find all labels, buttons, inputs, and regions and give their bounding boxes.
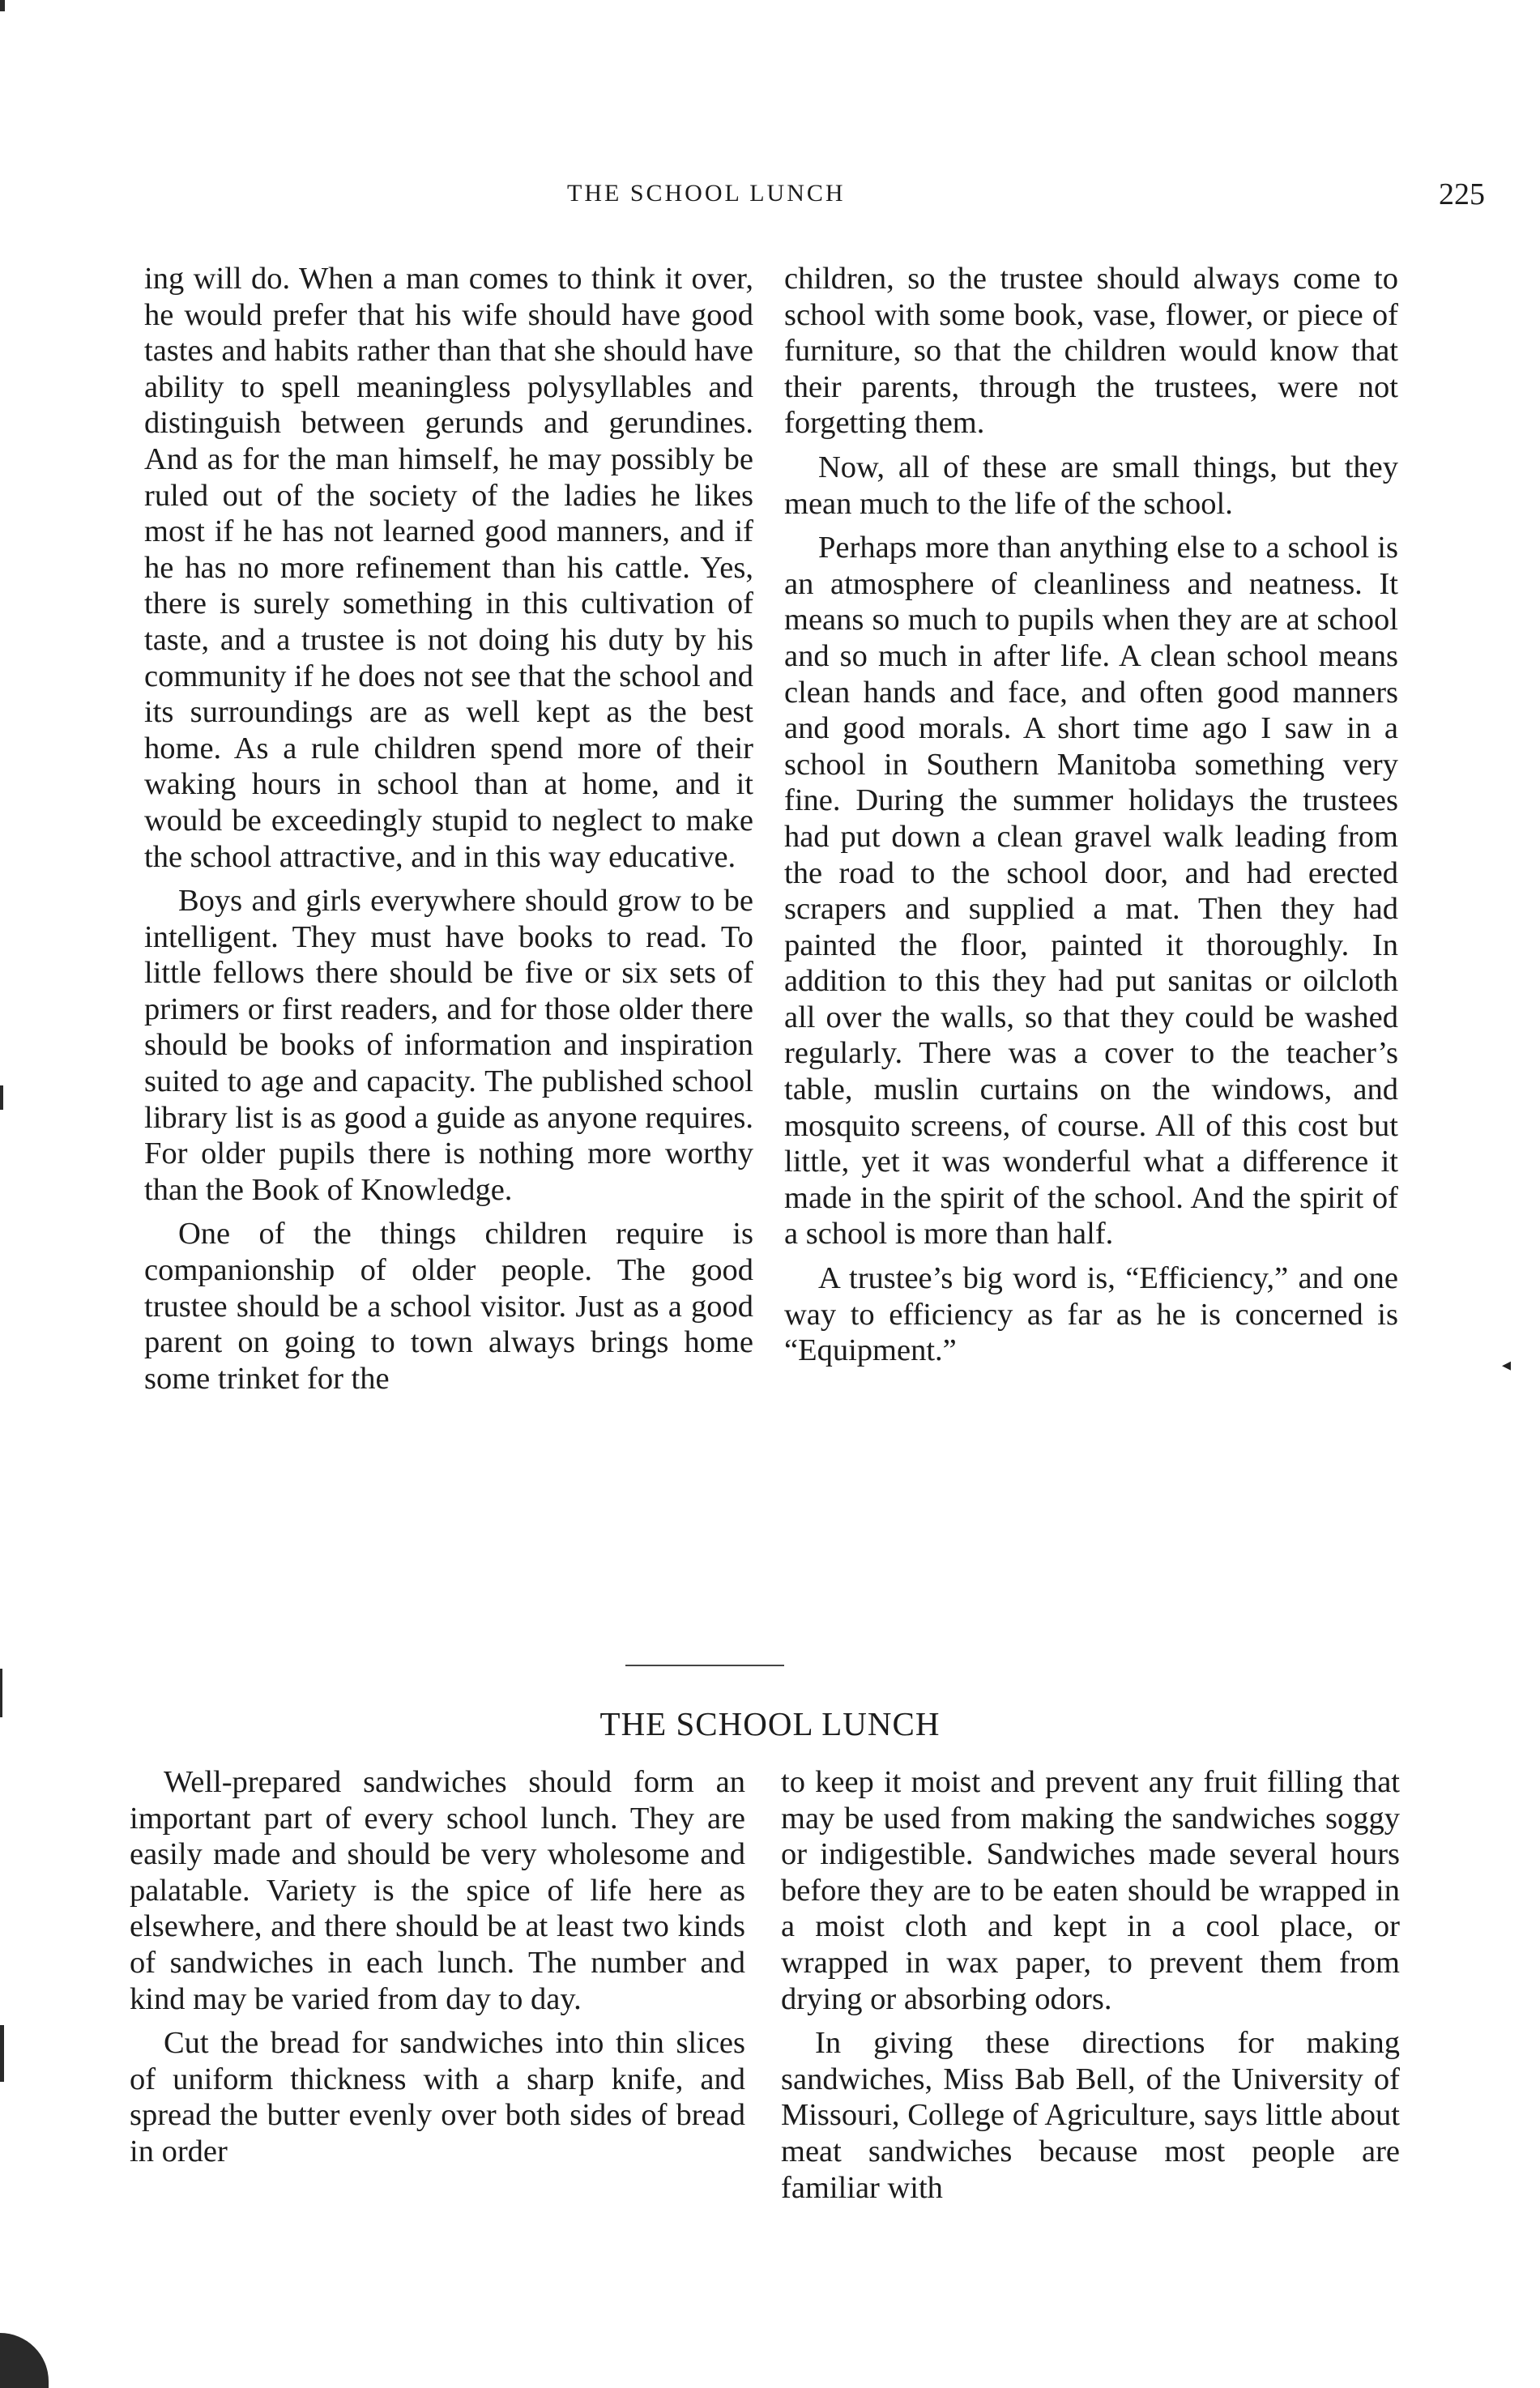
lower-left-column (130, 1764, 745, 2170)
scan-edge-mark (0, 2333, 49, 2388)
paragraph: Perhaps more than anything else to a school is an atmosphere of cleanliness and neatness. It means so much to pupils when they are at school and so much in after life. A clean school means clean hands and face, and often good manners and good morals. A short time ago I saw in a school in Southern Manitoba something very fine. During the summer holidays the trustees had put down a clean gravel walk leading from the road to the school door, and had erected scrapers and supplied a mat. Then they had painted the floor, painted it thoroughly. In addition to this they had put sanitas or oilcloth all over the walls, so that they could be washed regularly. There was a cover to the teacher’s table, muslin curtains on the windows, and mosquito screens, of course. All of this cost but little, yet it was wonderful what a difference it made in the spirit of the school. And the spirit of a school is more than half. (784, 531, 1398, 1252)
paragraph: Well-prepared sandwiches should form an important part of every school lunch. They are easily made and should be very wholesome and palatable. Variety is the spice of life here as elsewhere, and there should be at least two kinds of sandwiches in each lunch. The number and kind may be varied from day to day. (130, 1765, 745, 2016)
paragraph: Now, all of these are small things, but they mean much to the life of the school. (784, 450, 1398, 521)
paragraph: Boys and girls everywhere should grow to be intelligent. They must have books to read. To little fellows there should be five or six sets of primers or first readers, and for those older there should be books of information and inspiration suited to age and capacity. The published school library list is as good a guide as anyone requires. For older pupils there is nothing more worthy than the Book of Knowledge. (144, 884, 753, 1207)
section-divider (625, 1665, 784, 1666)
paragraph: children, so the trustee should always come to school with some book, vase, flower, or piece of furniture, so that the children would know that their parents, through the trustees, were not forgetting them. (784, 262, 1398, 441)
upper-left-column (144, 261, 753, 1397)
paragraph: ing will do. When a man comes to think it over, he would prefer that his wife should have good tastes and habits rather than that she should have ability to spell meaningless polysyllables and distinguish between gerunds and gerundines. And as for the man himself, he may possibly be ruled out of the society of the ladies he likes most if he has not learned good manners, and if he has no more refinement than his cattle. Yes, there is surely something in this cultivation of taste, and a trustee is not doing his duty by his community if he does not see that the school and its surroundings are as well kept as the best home. As a rule children spend more of their waking hours in school than at home, and it would be exceedingly stupid to neglect to make the school attractive, and in this way educative. (144, 262, 753, 874)
running-title: THE SCHOOL LUNCH (567, 180, 846, 207)
upper-right-column (784, 261, 1398, 1369)
scan-edge-mark (0, 2025, 4, 2082)
scan-edge-mark (0, 1085, 3, 1110)
paragraph: A trustee’s big word is, “Efficiency,” and one way to efficiency as far as he is concerned is “Equipment.” (784, 1261, 1398, 1368)
page-number: 225 (1439, 177, 1485, 211)
running-head (0, 177, 1540, 212)
paragraph: to keep it moist and prevent any fruit filling that may be used from making the sandwiches soggy or indigestible. Sandwiches made several hours before they are to be eaten should be wrapped in a moist cloth and kept in a cool place, or wrapped in wax paper, to prevent them from drying or absorbing odors. (781, 1765, 1400, 2016)
paragraph: In giving these directions for making sandwiches, Miss Bab Bell, of the University of Missouri, College of Agriculture, says little about meat sandwiches because most people are familiar with (781, 2026, 1400, 2205)
lower-right-column (781, 1764, 1400, 2206)
scan-edge-mark (0, 0, 5, 11)
paragraph: One of the things children require is companionship of older people. The good trustee should be a school visitor. Just as a good parent on going to town always brings home some trinket for the (144, 1217, 753, 1396)
paragraph: Cut the bread for sandwiches into thin slices of uniform thickness with a sharp knife, and spread the butter evenly over both sides of bread in order (130, 2026, 745, 2168)
section-title: THE SCHOOL LUNCH (599, 1705, 941, 1742)
margin-arrow-icon: ◂ (1502, 1354, 1512, 1375)
